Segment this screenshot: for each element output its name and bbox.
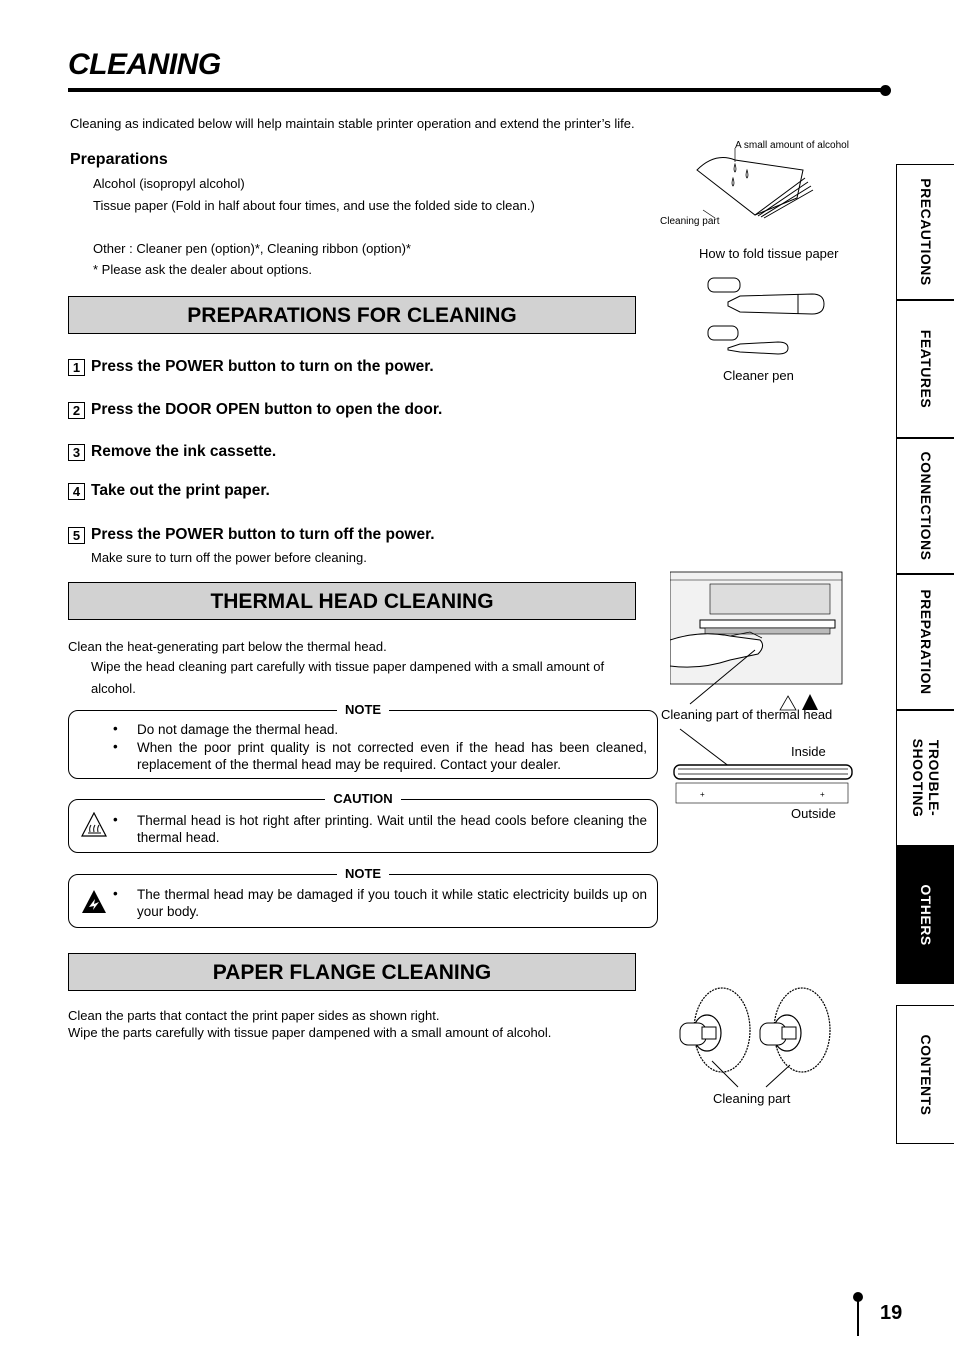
step-text: Press the POWER button to turn off the power.: [91, 526, 435, 543]
tab-features[interactable]: [896, 300, 954, 438]
tab-others[interactable]: [896, 846, 954, 984]
prep-item-alcohol: Alcohol (isopropyl alcohol): [93, 176, 245, 191]
bullet-icon: •: [113, 721, 118, 736]
note-box-1: [68, 702, 658, 779]
step-4: [68, 482, 270, 500]
thermal-intro: Clean the heat-generating part below the thermal head.: [68, 639, 387, 654]
tissue-alcohol-label: A small amount of alcohol: [735, 140, 849, 151]
bullet-icon: •: [113, 739, 118, 754]
step-2: [68, 401, 442, 419]
step-number: 4: [68, 483, 85, 500]
step-5: [68, 526, 435, 544]
tab-label-line1: TROUBLE-: [925, 739, 942, 817]
caution-text: Thermal head is hot right after printing. Wait until the head cools before cleaning the thermal head.: [137, 813, 647, 845]
tab-label: OTHERS: [917, 884, 934, 946]
prep-footnote: * Please ask the dealer about options.: [93, 262, 312, 277]
flange-intro: Clean the parts that contact the print paper sides as shown right.: [68, 1008, 440, 1023]
intro-text: Cleaning as indicated below will help maintain stable printer operation and extend the printer’s life.: [70, 116, 635, 131]
flange-caption: Cleaning part: [713, 1091, 791, 1106]
svg-text:+: +: [700, 790, 705, 799]
section-header-thermal: THERMAL HEAD CLEANING: [68, 582, 636, 620]
thermal-head-figure: [670, 570, 845, 715]
caution-box: [68, 791, 658, 853]
title-rule: [68, 88, 884, 92]
paper-flange-figure: [672, 985, 842, 1090]
page-number: 19: [880, 1302, 903, 1324]
step-1: [68, 358, 434, 376]
step-text: Press the DOOR OPEN button to open the door.: [91, 401, 443, 418]
tab-troubleshooting[interactable]: [896, 710, 954, 846]
hot-surface-icon: [81, 812, 107, 838]
step-3: [68, 443, 276, 461]
page-number-rule: [857, 1298, 859, 1336]
title-rule-dot: [880, 85, 891, 96]
prep-item-other: Other : Cleaner pen (option)*, Cleaning ribbon (option)*: [93, 241, 411, 256]
outside-label: Outside: [791, 806, 836, 821]
note-item-2: When the poor print quality is not corrected even if the head has been cleaned, replacement of the thermal head may be required. Contact your dealer.: [137, 740, 647, 772]
step-number: 2: [68, 402, 85, 419]
step-number: 3: [68, 444, 85, 461]
step-5-note: Make sure to turn off the power before cleaning.: [91, 550, 367, 565]
cleaner-pen-caption: Cleaner pen: [723, 368, 794, 383]
prep-item-tissue: Tissue paper (Fold in half about four times, and use the folded side to clean.): [93, 198, 535, 213]
tab-label: CONTENTS: [917, 1034, 934, 1115]
step-number: 5: [68, 527, 85, 544]
thermal-instruction-cont: alcohol.: [91, 681, 136, 696]
step-text: Take out the print paper.: [91, 482, 270, 499]
step-number: 1: [68, 359, 85, 376]
tissue-caption: How to fold tissue paper: [699, 246, 839, 261]
preparations-heading: Preparations: [70, 151, 168, 168]
tab-precautions[interactable]: [896, 164, 954, 300]
tab-label: [910, 739, 942, 818]
step-text: Remove the ink cassette.: [91, 443, 277, 460]
tab-label: CONNECTIONS: [917, 451, 934, 561]
tissue-part-label: Cleaning part: [660, 216, 720, 227]
tab-preparation[interactable]: [896, 574, 954, 710]
note-2-text: The thermal head may be damaged if you touch it while static electricity builds up on your body.: [137, 887, 647, 919]
note-item-1: Do not damage the thermal head.: [137, 722, 339, 737]
bullet-icon: •: [113, 812, 118, 827]
caution-label: CAUTION: [325, 791, 400, 806]
tab-contents[interactable]: [896, 1005, 954, 1144]
tab-label: PRECAUTIONS: [917, 178, 934, 286]
section-header-flange: PAPER FLANGE CLEANING: [68, 953, 636, 991]
flange-instruction: Wipe the parts carefully with tissue paper dampened with a small amount of alcohol.: [68, 1025, 552, 1040]
note-label: NOTE: [337, 866, 389, 881]
tab-connections[interactable]: [896, 438, 954, 574]
cleaner-pen-figure: [700, 272, 830, 362]
inside-label: Inside: [791, 744, 826, 759]
note-label: NOTE: [337, 702, 389, 717]
section-header-preparations: PREPARATIONS FOR CLEANING: [68, 296, 636, 334]
thermal-instruction: Wipe the head cleaning part carefully with tissue paper dampened with a small amount of: [91, 659, 605, 674]
static-electricity-icon: [81, 889, 107, 915]
step-text: Press the POWER button to turn on the power.: [91, 358, 434, 375]
tab-label: FEATURES: [917, 329, 934, 409]
tab-label: PREPARATION: [917, 589, 934, 695]
head-cross-section-figure: [670, 725, 855, 810]
bullet-icon: •: [113, 886, 118, 901]
svg-text:+: +: [820, 790, 825, 799]
thermal-head-caption: Cleaning part of thermal head: [661, 707, 833, 722]
page-title: CLEANING: [68, 48, 221, 81]
tab-label-line2: SHOOTING: [909, 738, 926, 818]
note-box-2: [68, 866, 658, 928]
